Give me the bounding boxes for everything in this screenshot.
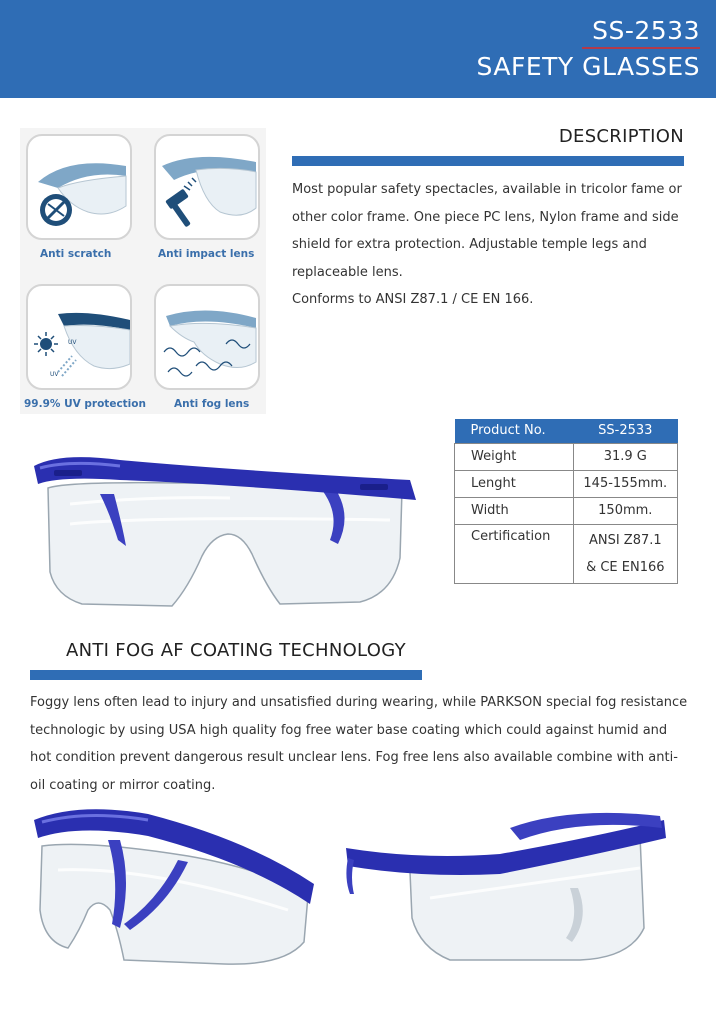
spec-value-line: ANSI Z87.1 <box>588 532 662 548</box>
spec-value: 150mm. <box>573 497 677 524</box>
safety-glasses-side-left-image <box>28 800 318 970</box>
spec-label: Width <box>455 497 574 524</box>
description-title: DESCRIPTION <box>558 126 684 147</box>
spec-header-row <box>455 419 678 443</box>
spec-row-length <box>455 470 678 497</box>
uv-protection-icon <box>26 284 132 390</box>
product-name: SAFETY GLASSES <box>476 52 700 81</box>
spec-row-certification <box>455 524 678 583</box>
spec-value <box>573 524 677 583</box>
anti-impact-icon <box>154 134 260 240</box>
feature-anti-impact <box>154 134 272 260</box>
spec-row-width <box>455 497 678 524</box>
spec-value: 31.9 G <box>573 443 677 470</box>
spec-table <box>454 419 678 584</box>
description-body <box>292 176 702 314</box>
feature-label: Anti impact lens <box>158 248 255 260</box>
header-divider <box>582 47 700 49</box>
antifog-paragraph: Foggy lens often lead to injury and unsatisfied during wearing, while PARKSON special fog resistance technologic by using USA high quality fog free water base coating which could against humid and hot condition prevent dangerous result unclear lens. Fog free lens also available combine with anti-oil coating or mirror coating. <box>30 695 688 793</box>
antifog-divider <box>30 670 422 680</box>
feature-anti-fog <box>154 284 272 410</box>
safety-glasses-side-right-image <box>340 808 670 968</box>
spec-label: Certification <box>455 524 574 583</box>
spec-label: Lenght <box>455 470 574 497</box>
feature-label: 99.9% UV protection <box>24 398 146 410</box>
product-code: SS-2533 <box>592 16 700 45</box>
spec-value: 145-155mm. <box>573 470 677 497</box>
feature-anti-scratch <box>26 134 144 260</box>
description-paragraph: Most popular safety spectacles, available in tricolor fame or other color frame. One piece PC lens, Nylon frame and side shield for extra protection. Adjustable temple legs and replaceable lens. <box>292 182 682 280</box>
feature-grid <box>20 128 266 414</box>
description-conformance: Conforms to ANSI Z87.1 / CE EN 166. <box>292 292 534 307</box>
anti-fog-icon <box>154 284 260 390</box>
antifog-title: ANTI FOG AF COATING TECHNOLOGY <box>66 640 406 661</box>
spec-label: Weight <box>455 443 574 470</box>
spec-value-line: & CE EN166 <box>586 559 665 575</box>
svg-text:UV: UV <box>68 339 77 346</box>
feature-label: Anti scratch <box>40 248 112 260</box>
feature-label: Anti fog lens <box>174 398 250 410</box>
spec-header-value: SS-2533 <box>573 419 677 443</box>
feature-uv-protection <box>26 284 144 410</box>
anti-scratch-icon <box>26 134 132 240</box>
description-divider <box>292 156 684 166</box>
spec-header-label: Product No. <box>455 419 574 443</box>
spec-row-weight <box>455 443 678 470</box>
safety-glasses-front-image <box>30 444 422 616</box>
svg-text:UV: UV <box>50 371 59 378</box>
page-header <box>0 0 716 98</box>
